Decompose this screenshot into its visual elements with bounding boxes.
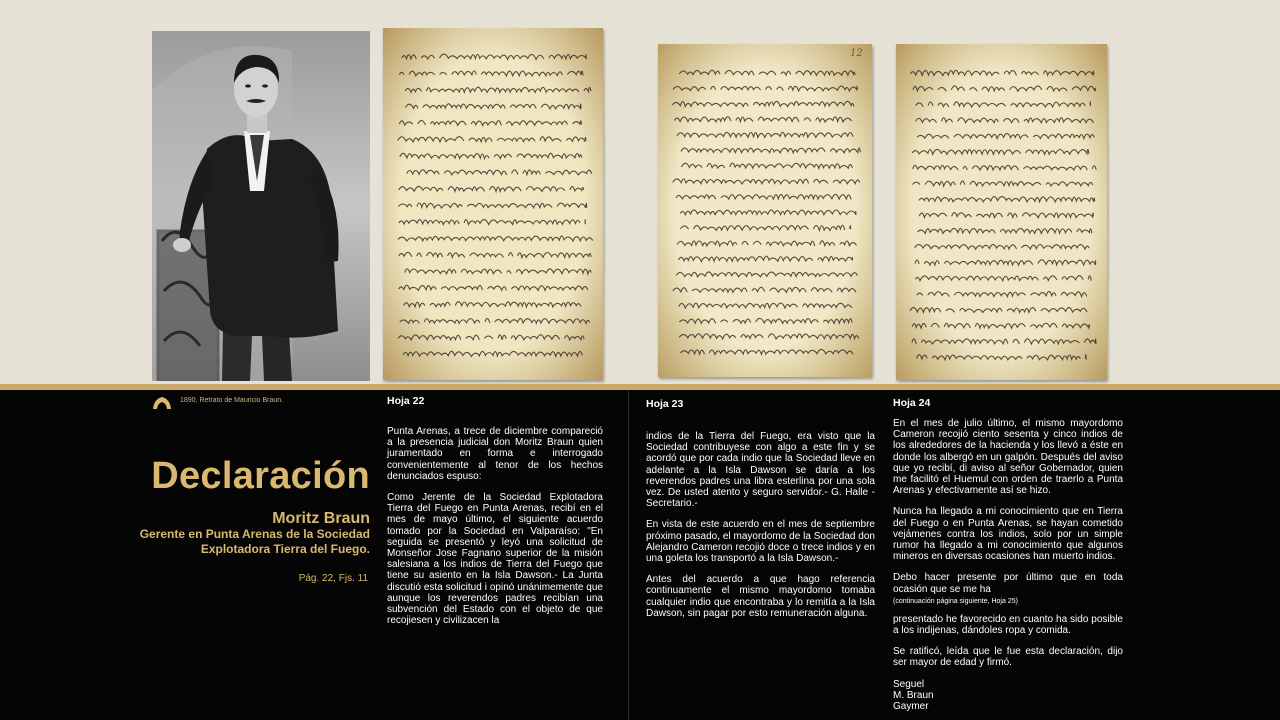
hoja-22-text [387,426,603,636]
continuation-note: (continuación página siguiente, Hoja 25) [893,597,1018,605]
signature-gaymer: Gaymer [893,701,929,713]
photo-caption: 1890, Retrato de Mauricio Braun. [180,397,284,404]
hoja-24-paragraph-4: presentado he favorecido en cuanto ha sido posible a los indijenas, dándoles ropa y comida. [893,613,1123,637]
hoja-23-heading: Hoja 23 [646,398,684,410]
spread-gutter [628,390,629,720]
signature-braun: M. Braun [893,689,934,701]
hoja-24-heading: Hoja 24 [893,397,931,409]
hoja-23-paragraph-3: Antes del acuerdo a que hago referencia continuamente el mismo mayordomo tomaba cualquier indio que encontraba y lo remitía a la Isla Dawson, sin pagar por esto remuneración alguna. [646,574,875,619]
page-title: Declaración [151,455,370,497]
hoja-24-paragraph-5: Se ratificó, leída que le fue esta declaración, dijo ser mayor de edad y firmó. [893,646,1123,669]
hoja-23-paragraph-1: indios de la Tierra del Fuego, era visto que la Sociedad contribuyese con algo a este fin y se acordó que por cada indio que la Sociedad lleve en adelante a la Isla Dawson se daría a los reverendos padres una libra esterlina por una sola vez. De usted atento y seguro servidor.- G. Halle - Secretario.- [646,431,875,510]
hoja-22-paragraph-2: Como Jerente de la Sociedad Explotadora Tierra del Fuego en Punta Arenas, recibí en el mes de mayo último, el siguiente acuerdo tomado por la Sociedad en Valparaíso: "En seguida se presentó y leyó una solicitud de Monseñor Jose Fagnano superior de la misión salesiana a los indios de Tierra del Fuego que tiene su asiento en la Isla Dawson.- La Junta discutió esta solicitud i opinó unánimemente que aunque los reverendos padres recibían una subvención del Estado con el objeto de que recojiesen y civilizacen la [387,492,603,627]
manuscript-page-23 [658,44,872,377]
role-line-1: Gerente en Punta Arenas de la Sociedad [139,527,370,541]
hoja-24-text [893,418,1123,712]
hoja-23-paragraph-2: En vista de este acuerdo en el mes de septiembre próximo pasado, el mayordomo de la Sociedad don Alejandro Cameron recojió doce o trece indios y en una goleta los transportó a la Isla Dawson.- [646,519,875,565]
role-line-2: Explotadora Tierra del Fuego. [200,542,370,556]
hoja-24-paragraph-2: Nunca ha llegado a mi conocimiento que en Tierra del Fuego o en Punta Arenas, se hayan cometido vejámenes contra los indios, solo por un simple rumor ha llegado a mi conocimiento que algunos mineros en diversas ocasiones han muerto indios. [893,506,1123,563]
publisher-logo-icon [152,396,172,410]
manuscript-page-22 [383,28,603,380]
portrait-photo [152,31,370,381]
signature-seguel: Seguel [893,678,925,690]
hoja-22-heading: Hoja 22 [387,395,425,407]
source-reference: Pág. 22, Fjs. 11 [298,573,368,584]
signatures [893,679,1123,713]
hoja-23-text [646,431,875,629]
declarant-role [120,527,370,557]
declarant-name: Moritz Braun [272,510,370,527]
hoja-24-paragraph-1: En el mes de julio último, el mismo mayordomo Cameron recojió ciento sesenta y cinco indios de los alrededores de la hacienda y los llevó a éste en donde los albergó en un galpón. Después del aviso que yo recibí, di aviso al señor Gobernador, quien me facilitó el Huemul con orden de traerlo a Punta Arenas y efectivamente así se hizo. [893,418,1123,497]
manuscript-page-number: 12 [850,48,863,59]
manuscript-page-24 [896,44,1107,380]
hoja-24-paragraph-3: Debo hacer presente por último que en toda ocasión que se me ha [893,572,1123,595]
hoja-22-paragraph-1: Punta Arenas, a trece de diciembre compareció a la presencia judicial don Moritz Braun quien juramentado en forma e interrogado convenientemente al tenor de los hechos denunciados espuso: [387,426,603,482]
